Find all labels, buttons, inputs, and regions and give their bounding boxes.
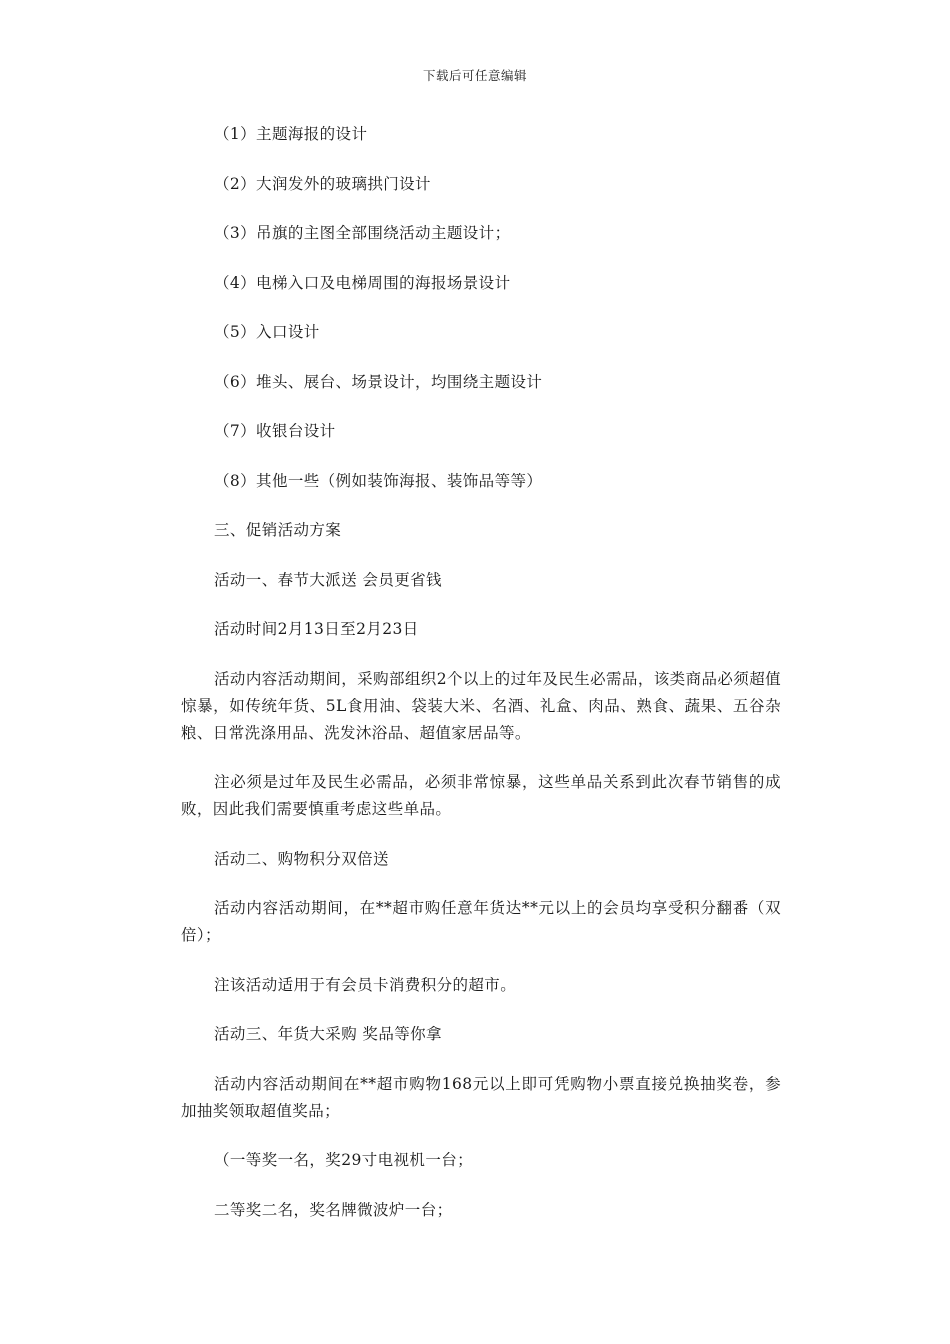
paragraph-design-4: （4）电梯入口及电梯周围的海报场景设计 (214, 273, 511, 292)
paragraph-design-8: （8）其他一些（例如装饰海报、装饰品等等） (214, 471, 543, 490)
prize-second: 二等奖二名，奖名牌微波炉一台； (214, 1200, 453, 1219)
activity-two-content: 活动内容活动期间，在**超市购任意年货达**元以上的会员均享受积分翻番（双倍）； (181, 899, 781, 944)
paragraph-design-3: （3）吊旗的主图全部围绕活动主题设计； (214, 224, 511, 242)
paragraph-design-1: （1）主题海报的设计 (214, 125, 368, 143)
activity-two-note: 注该活动适用于有会员卡消费积分的超市。 (214, 975, 517, 994)
activity-one-time: 活动时间2月13日至2月23日 (214, 620, 419, 638)
activity-one-title: 活动一、春节大派送 会员更省钱 (214, 570, 442, 589)
page-header: 下载后可任意编辑 (422, 68, 527, 83)
paragraph-design-2: （2）大润发外的玻璃拱门设计 (214, 174, 431, 193)
document-body (181, 121, 781, 1224)
paragraph-design-5: （5）入口设计 (214, 323, 320, 341)
section-heading-promotion: 三、促销活动方案 (214, 521, 342, 539)
activity-three-title: 活动三、年货大采购 奖品等你拿 (214, 1025, 442, 1043)
activity-one-content: 活动内容活动期间，采购部组织2个以上的过年及民生必需品，该类商品必须超值惊暴，如传统年货、5L食用油、袋装大米、名酒、礼盒、肉品、熟食、蔬果、五谷杂粮、日常洗涤用品、洗发沐浴品、超值家居品等。 (181, 669, 781, 742)
paragraph-design-7: （7）收银台设计 (214, 422, 336, 440)
activity-three-content: 活动内容活动期间在**超市购物168元以上即可凭购物小票直接兑换抽奖卷，参加抽奖领取超值奖品； (181, 1074, 781, 1120)
paragraph-design-6: （6）堆头、展台、场景设计，均围绕主题设计 (214, 372, 543, 391)
prize-first: （一等奖一名，奖29寸电视机一台； (214, 1151, 474, 1169)
activity-two-title: 活动二、购物积分双倍送 (214, 849, 389, 868)
activity-one-note: 注必须是过年及民生必需品，必须非常惊暴，这些单品关系到此次春节销售的成败，因此我们需要慎重考虑这些单品。 (181, 773, 781, 818)
